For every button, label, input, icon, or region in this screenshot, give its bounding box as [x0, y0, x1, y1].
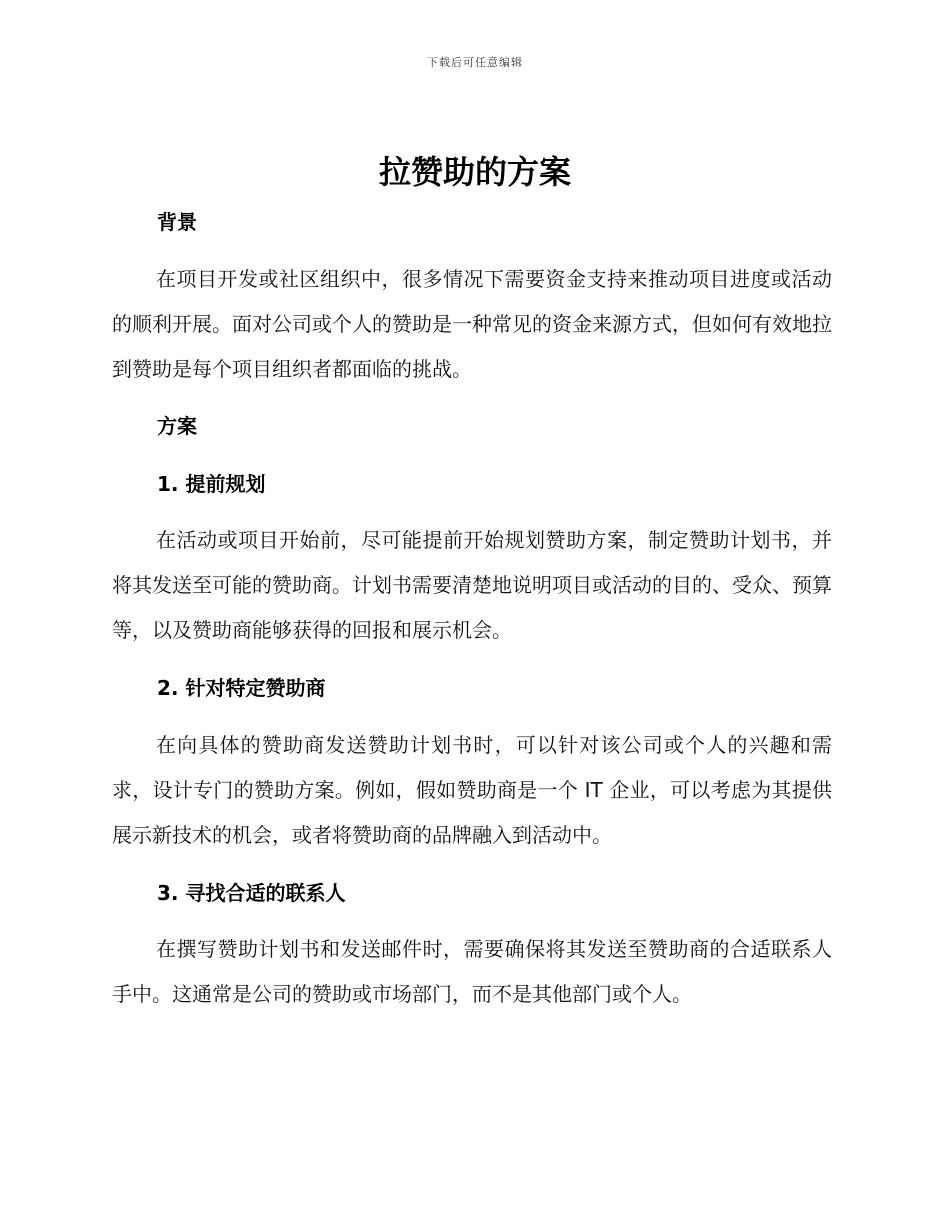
heading-background: 背景 — [157, 210, 197, 234]
paragraph-item-3: 在撰写赞助计划书和发送邮件时，需要确保将其发送至赞助商的合适联系人手中。这通常是公司的赞助或市场部门，而不是其他部门或个人。 — [112, 937, 832, 1006]
heading-item-1: 1. 提前规划 — [157, 472, 266, 496]
heading-plan: 方案 — [157, 414, 197, 438]
document-title: 拉赞助的方案 — [378, 153, 571, 191]
paragraph-background: 在项目开发或社区组织中，很多情况下需要资金支持来推动项目进度或活动的顺利开展。面对公司或个人的赞助是一种常见的资金来源方式，但如何有效地拉到赞助是每个项目组织者都面临的挑战。 — [112, 267, 832, 381]
heading-item-3: 3. 寻找合适的联系人 — [157, 881, 346, 905]
paragraph-item-2: 在向具体的赞助商发送赞助计划书时，可以针对该公司或个人的兴趣和需求，设计专门的赞助方案。例如，假如赞助商是一个 IT 企业，可以考虑为其提供展示新技术的机会，或者将赞助商的品牌融入到活动中。 — [112, 733, 832, 847]
heading-item-2: 2. 针对特定赞助商 — [157, 676, 326, 700]
paragraph-item-1: 在活动或项目开始前，尽可能提前开始规划赞助方案，制定赞助计划书，并将其发送至可能的赞助商。计划书需要清楚地说明项目或活动的目的、受众、预算等，以及赞助商能够获得的回报和展示机会。 — [112, 528, 832, 642]
header-note: 下载后可任意编辑 — [427, 56, 523, 69]
